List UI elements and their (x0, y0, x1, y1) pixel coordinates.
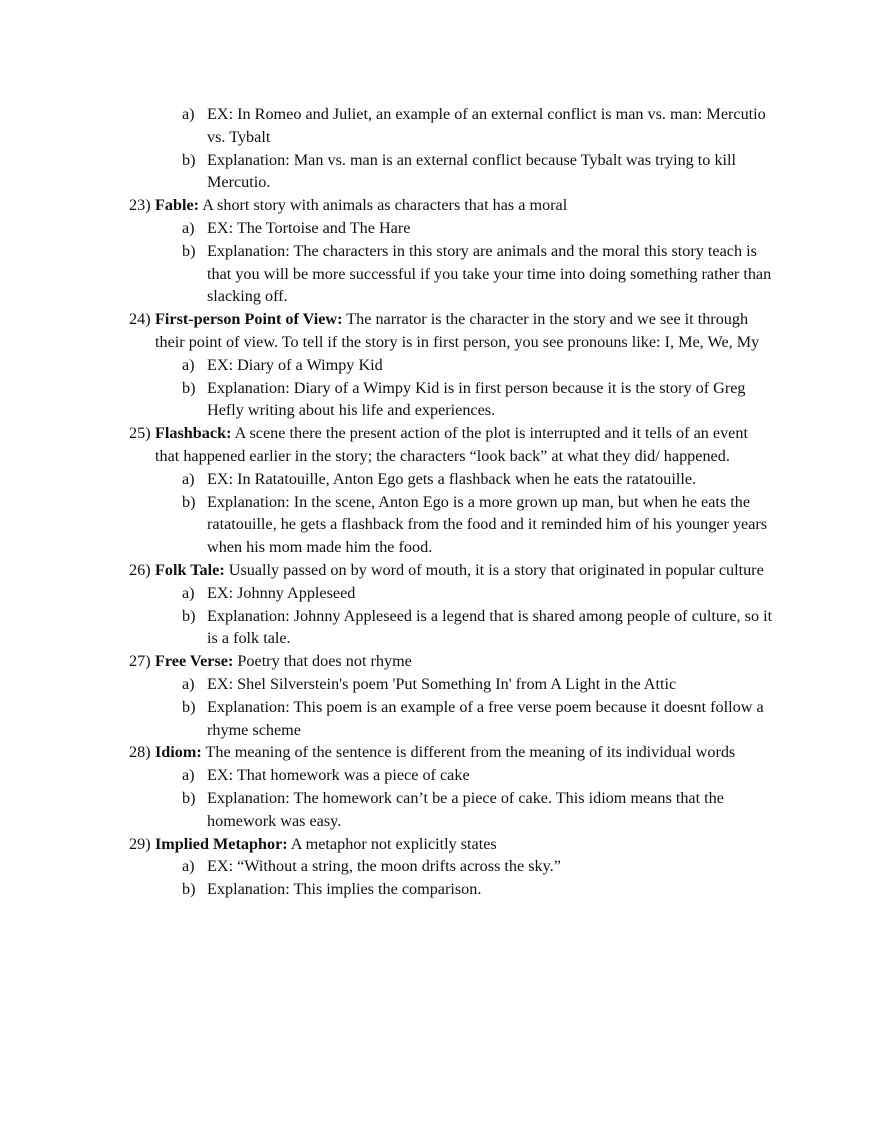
sub-item-text: EX: Diary of a Wimpy Kid (207, 355, 383, 374)
sub-item (0, 354, 777, 377)
sub-item (0, 855, 777, 878)
term-number: 27) (129, 652, 151, 671)
term-item (0, 422, 775, 468)
sub-item-text: EX: In Romeo and Juliet, an example of an external conflict is man vs. man: Mercutio vs. Tybalt (207, 105, 766, 146)
term-number: 23) (129, 196, 151, 215)
sub-item-text: Explanation: This implies the comparison. (207, 880, 482, 899)
sub-item-letter: b) (182, 492, 196, 511)
sub-item-text: EX: That homework was a piece of cake (207, 766, 470, 785)
term-number: 24) (129, 310, 151, 329)
term-name: Free Verse: (155, 652, 234, 671)
term-number: 28) (129, 743, 151, 762)
sub-item (0, 582, 777, 605)
sub-item-text: Explanation: In the scene, Anton Ego is a more grown up man, but when he eats the ratatouille, he gets a flashback from the food and it reminded him of his younger years when his mom made him the food. (207, 492, 768, 557)
sub-item-letter: a) (182, 218, 195, 237)
term-definition: Poetry that does not rhyme (233, 652, 412, 671)
term-definition: Usually passed on by word of mouth, it is a story that originated in popular culture (224, 560, 764, 579)
sub-item (0, 240, 777, 308)
document-content (0, 103, 880, 901)
term-definition: A scene there the present action of the plot is interrupted and it tells of an event that happened earlier in the story; the characters “look back” at what they did/ happened. (155, 424, 748, 465)
sub-item-text: EX: “Without a string, the moon drifts across the sky.” (207, 857, 561, 876)
term-name: Idiom: (155, 743, 202, 762)
sub-item-text: EX: In Ratatouille, Anton Ego gets a flashback when he eats the ratatouille. (207, 469, 697, 488)
sub-item-letter: a) (182, 105, 195, 123)
sub-item (0, 149, 777, 195)
sub-item-text: Explanation: This poem is an example of a free verse poem because it doesnt follow a rhyme scheme (207, 697, 764, 739)
term-number: 25) (129, 424, 151, 443)
term-item (0, 833, 775, 856)
sub-item-text: EX: Johnny Appleseed (207, 583, 356, 602)
term-name: Folk Tale: (155, 560, 225, 579)
term-name: First-person Point of View: (155, 310, 343, 329)
sub-item-letter: b) (182, 880, 196, 899)
term-name: Fable: (155, 196, 200, 215)
sub-item (0, 673, 777, 696)
sub-item (0, 605, 777, 651)
sub-item (0, 468, 777, 491)
sub-item-letter: a) (182, 674, 195, 693)
term-item (0, 650, 775, 673)
term-definition: A metaphor not explicitly states (287, 834, 497, 853)
sub-item (0, 764, 777, 787)
sub-item-text: EX: The Tortoise and The Hare (207, 218, 411, 237)
sub-item-letter: a) (182, 469, 195, 488)
term-item (0, 308, 775, 354)
sub-item-letter: b) (182, 697, 196, 716)
sub-item-letter: a) (182, 583, 195, 602)
sub-item (0, 377, 777, 423)
sub-item-letter: b) (182, 788, 196, 807)
term-definition: A short story with animals as characters that has a moral (199, 196, 568, 215)
sub-item (0, 491, 777, 559)
sub-item-letter: b) (182, 241, 196, 260)
term-definition: The meaning of the sentence is different from the meaning of its individual words (201, 743, 736, 762)
sub-item (0, 696, 777, 742)
sub-item-text: Explanation: The homework can’t be a piece of cake. This idiom means that the homework was easy. (207, 788, 724, 830)
sub-item (0, 103, 777, 149)
sub-item-text: Explanation: Johnny Appleseed is a legend that is shared among people of culture, so it is a folk tale. (207, 606, 773, 648)
sub-item (0, 217, 777, 240)
term-number: 26) (129, 560, 151, 579)
sub-item-letter: b) (182, 378, 196, 397)
sub-item-text: Explanation: The characters in this story are animals and the moral this story teach is that you will be more successful if you take your time into doing something rather than slacking off. (207, 241, 772, 306)
term-number: 29) (129, 834, 151, 853)
sub-item-letter: b) (182, 606, 196, 625)
sub-item-letter: a) (182, 355, 195, 374)
term-name: Flashback: (155, 424, 232, 443)
sub-item-letter: a) (182, 857, 195, 876)
sub-item-text: EX: Shel Silverstein's poem 'Put Something In' from A Light in the Attic (207, 674, 677, 693)
sub-item-text: Explanation: Man vs. man is an external conflict because Tybalt was trying to kill Mercutio. (207, 150, 737, 192)
sub-item-letter: a) (182, 766, 195, 785)
term-name: Implied Metaphor: (155, 834, 288, 853)
term-item (0, 741, 775, 764)
term-definition: The narrator is the character in the story and we see it through their point of view. To tell if the story is in first person, you see pronouns like: I, Me, We, My (155, 310, 760, 351)
term-item (0, 559, 775, 582)
sub-item-letter: b) (182, 150, 196, 169)
term-item (0, 194, 775, 217)
sub-item (0, 787, 777, 833)
sub-item (0, 878, 777, 901)
sub-item-text: Explanation: Diary of a Wimpy Kid is in first person because it is the story of Greg Hefly writing about his life and experiences. (207, 378, 746, 420)
